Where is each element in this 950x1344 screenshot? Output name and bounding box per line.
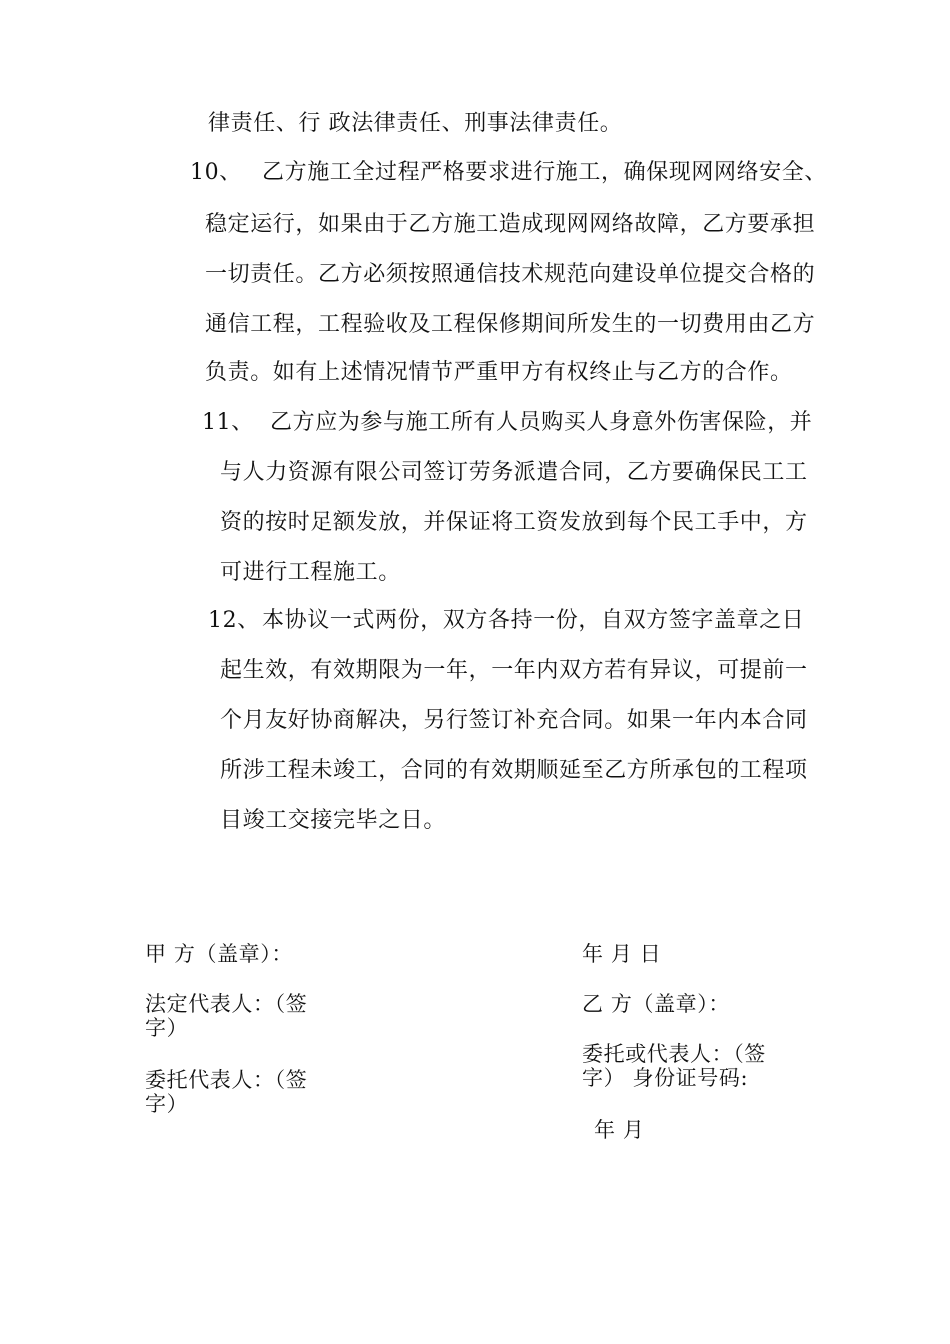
clause-line: 资的按时足额发放，并保证将工资发放到每个民工手中，方 (220, 510, 808, 535)
clause-number: 11、 (202, 410, 254, 435)
entrusted-rep-label-cont: 字） (145, 1092, 189, 1116)
clause-line: 负责。如有上述情况情节严重甲方有权终止与乙方的合作。 (205, 360, 793, 385)
clause-line: 一切责任。乙方必须按照通信技术规范向建设单位提交合格的 (205, 262, 816, 287)
clause-line: 起生效，有效期限为一年，一年内双方若有异议，可提前一 (220, 658, 808, 683)
entrusted-rep-label: 委托代表人：（签 (145, 1068, 308, 1092)
clause-line: 与人力资源有限公司签订劳务派遣合同，乙方要确保民工工 (220, 460, 808, 485)
clause-number: 12、 (208, 608, 260, 633)
party-b-rep-label: 委托或代表人：（签 (582, 1042, 766, 1066)
clause-line: 个月友好协商解决，另行签订补充合同。如果一年内本合同 (220, 708, 808, 733)
party-b-rep-id-label: 字） 身份证号码: (582, 1066, 749, 1090)
clause-line: 所涉工程未竣工，合同的有效期顺延至乙方所承包的工程项 (220, 758, 808, 783)
clause-line: 乙方施工全过程严格要求进行施工，确保现网网络安全、 (262, 160, 828, 185)
clause-number: 10、 (190, 160, 242, 185)
clause-line: 目竣工交接完毕之日。 (220, 808, 447, 833)
clause-line: 稳定运行，如果由于乙方施工造成现网网络故障，乙方要承担 (205, 212, 816, 237)
date-a-label: 年 月 日 (582, 942, 662, 966)
clause-line: 可进行工程施工。 (220, 560, 401, 585)
party-b-seal-label: 乙 方（盖章）： (582, 992, 730, 1016)
clause-line: 通信工程，工程验收及工程保修期间所发生的一切费用由乙方 (205, 312, 816, 337)
legal-rep-label-cont: 字） (145, 1016, 189, 1040)
clause-line: 乙方应为参与施工所有人员购买人身意外伤害保险，并 (270, 410, 813, 435)
legal-rep-label: 法定代表人：（签 (145, 992, 308, 1016)
party-a-seal-label: 甲 方（盖章）： (145, 942, 293, 966)
continuation-line: 律责任、行 政法律责任、刑事法律责任。 (208, 111, 623, 136)
clause-line: 本协议一式两份，双方各持一份，自双方签字盖章之日 (262, 608, 805, 633)
date-b-label: 年 月 (594, 1118, 645, 1142)
